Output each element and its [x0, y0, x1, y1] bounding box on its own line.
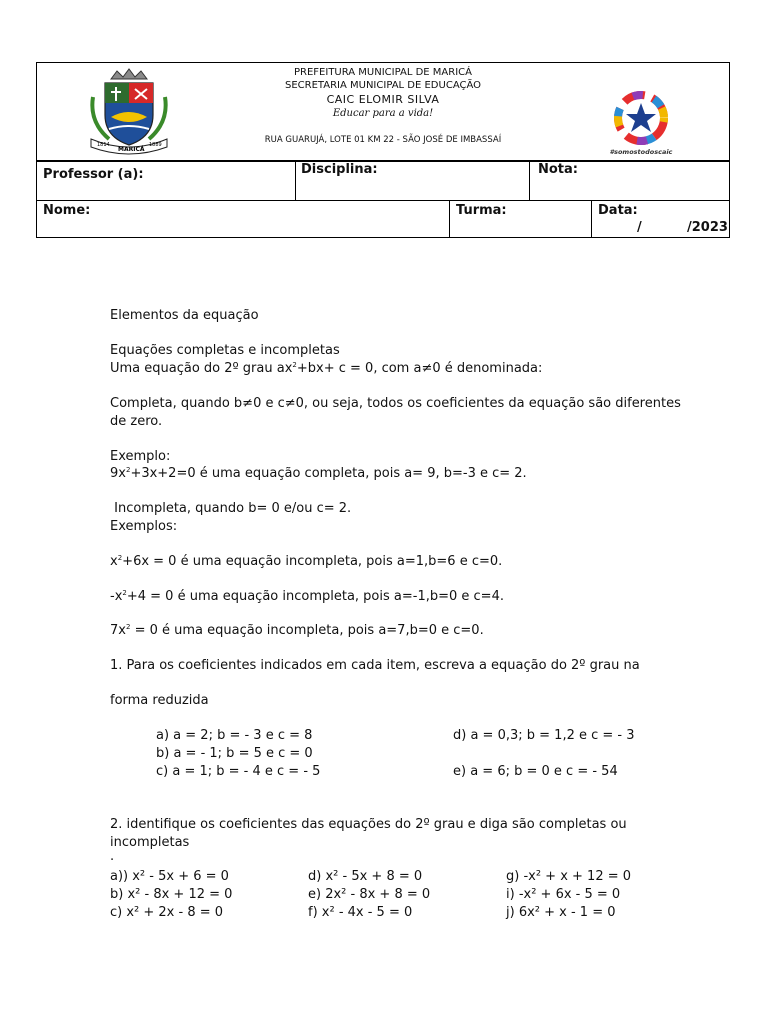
example-a: 9x: [110, 466, 126, 481]
caic-hashtag: #somostodoscaic: [609, 148, 673, 156]
section-subtitle: Equações completas e incompletas: [110, 343, 340, 358]
data-value: / /2023: [637, 220, 728, 235]
q1-item-c: c) a = 1; b = - 4 e c = - 5: [156, 764, 321, 779]
sup: 2: [125, 623, 131, 631]
sup: 2: [117, 554, 123, 562]
disciplina-label: Disciplina:: [301, 162, 378, 177]
ex2-b: +4 = 0 é uma equação incompleta, pois a=-1,b=0 e c=4.: [126, 589, 504, 604]
q1-item-a: a) a = 2; b = - 3 e c = 8: [156, 728, 313, 743]
q1-item-d: d) a = 0,3; b = 1,2 e c = - 3: [453, 728, 635, 743]
ex3-b: = 0 é uma equação incompleta, pois a=7,b=0 e c=0.: [130, 623, 484, 638]
complete-line-1: Completa, quando b≠0 e c≠0, ou seja, todos os coeficientes da equação são diferentes: [110, 396, 681, 411]
intro-line: [110, 360, 542, 378]
intro-a: Uma equação do 2º grau ax: [110, 361, 293, 376]
nome-label: Nome:: [43, 203, 91, 218]
school-header: [36, 62, 730, 161]
professor-cell[interactable]: [37, 162, 295, 200]
incomplete-line: Incompleta, quando b= 0 e/ou c= 2.: [110, 501, 352, 516]
data-label: Data:: [598, 203, 638, 218]
example-3: [110, 622, 484, 640]
crest-city: MARICÁ: [118, 146, 145, 153]
header-address: RUA GUARUJÁ, LOTE 01 KM 22 - SÃO JOSÉ DE IMBASSAÍ: [264, 135, 502, 145]
question-2-line-1: 2. identifique os coeficientes das equações do 2º grau e diga são completas ou: [110, 817, 627, 832]
header-school-name: CAIC ELOMIR SILVA: [326, 93, 440, 106]
form-row-1: [36, 161, 730, 201]
example-1: [110, 553, 502, 571]
nota-cell[interactable]: [529, 162, 729, 200]
q1-item-b: b) a = - 1; b = 5 e c = 0: [156, 746, 313, 761]
sup: 2: [122, 589, 127, 597]
q2-item-j: j) 6x² + x - 1 = 0: [506, 905, 616, 920]
question-1-line-1: 1. Para os coeficientes indicados em cada item, escreva a equação do 2º grau na: [110, 658, 640, 673]
ex1-b: +6x = 0 é uma equação incompleta, pois a=1,b=6 e c=0.: [122, 554, 503, 569]
disciplina-cell[interactable]: [295, 162, 529, 200]
ex3-a: 7x: [110, 623, 126, 638]
caic-logo-icon: [605, 87, 677, 159]
form-row-2: [36, 200, 730, 238]
nome-cell[interactable]: [37, 201, 449, 237]
data-cell[interactable]: [591, 201, 729, 237]
header-motto: Educar para a vida!: [332, 108, 434, 119]
intro-b: +bx+ c = 0, com a≠0 é denominada:: [296, 361, 543, 376]
nota-label: Nota:: [538, 162, 578, 177]
header-secretaria: SECRETARIA MUNICIPAL DE EDUCAÇÃO: [285, 80, 481, 91]
example-label: Exemplo:: [110, 449, 171, 464]
q2-item-c: c) x² + 2x - 8 = 0: [110, 905, 224, 920]
q2-item-e: e) 2x² - 8x + 8 = 0: [308, 887, 431, 902]
sup: 2: [125, 466, 131, 474]
question-2-line-2: incompletas: [110, 835, 190, 850]
professor-label: Professor (a):: [43, 167, 144, 182]
turma-cell[interactable]: [449, 201, 591, 237]
question-2-dot: .: [110, 849, 115, 864]
ex2-a: -x: [110, 589, 123, 604]
crest-year-left: 1814: [97, 142, 110, 148]
example-b: +3x+2=0 é uma equação completa, pois a= 9, b=-3 e c= 2.: [130, 466, 527, 481]
q1-item-e: e) a = 6; b = 0 e c = - 54: [453, 764, 618, 779]
q2-item-a: a)) x² - 5x + 6 = 0: [110, 869, 229, 884]
crest-year-right: 1889: [149, 142, 162, 148]
q2-item-g: g) -x² + x + 12 = 0: [506, 869, 632, 884]
example-2: [110, 588, 504, 606]
q2-item-b: b) x² - 8x + 12 = 0: [110, 887, 233, 902]
section-title: Elementos da equação: [110, 308, 259, 323]
sup: 2: [292, 361, 297, 369]
question-1-line-2: forma reduzida: [110, 693, 209, 708]
complete-line-2: de zero.: [110, 414, 163, 429]
example-line: [110, 465, 527, 483]
q2-item-d: d) x² - 5x + 8 = 0: [308, 869, 423, 884]
q2-item-i: i) -x² + 6x - 5 = 0: [506, 887, 621, 902]
q2-item-f: f) x² - 4x - 5 = 0: [308, 905, 413, 920]
ex1-a: x: [110, 554, 118, 569]
header-prefeitura: PREFEITURA MUNICIPAL DE MARICÁ: [294, 67, 472, 78]
examples-label: Exemplos:: [110, 519, 178, 534]
turma-label: Turma:: [456, 203, 507, 218]
